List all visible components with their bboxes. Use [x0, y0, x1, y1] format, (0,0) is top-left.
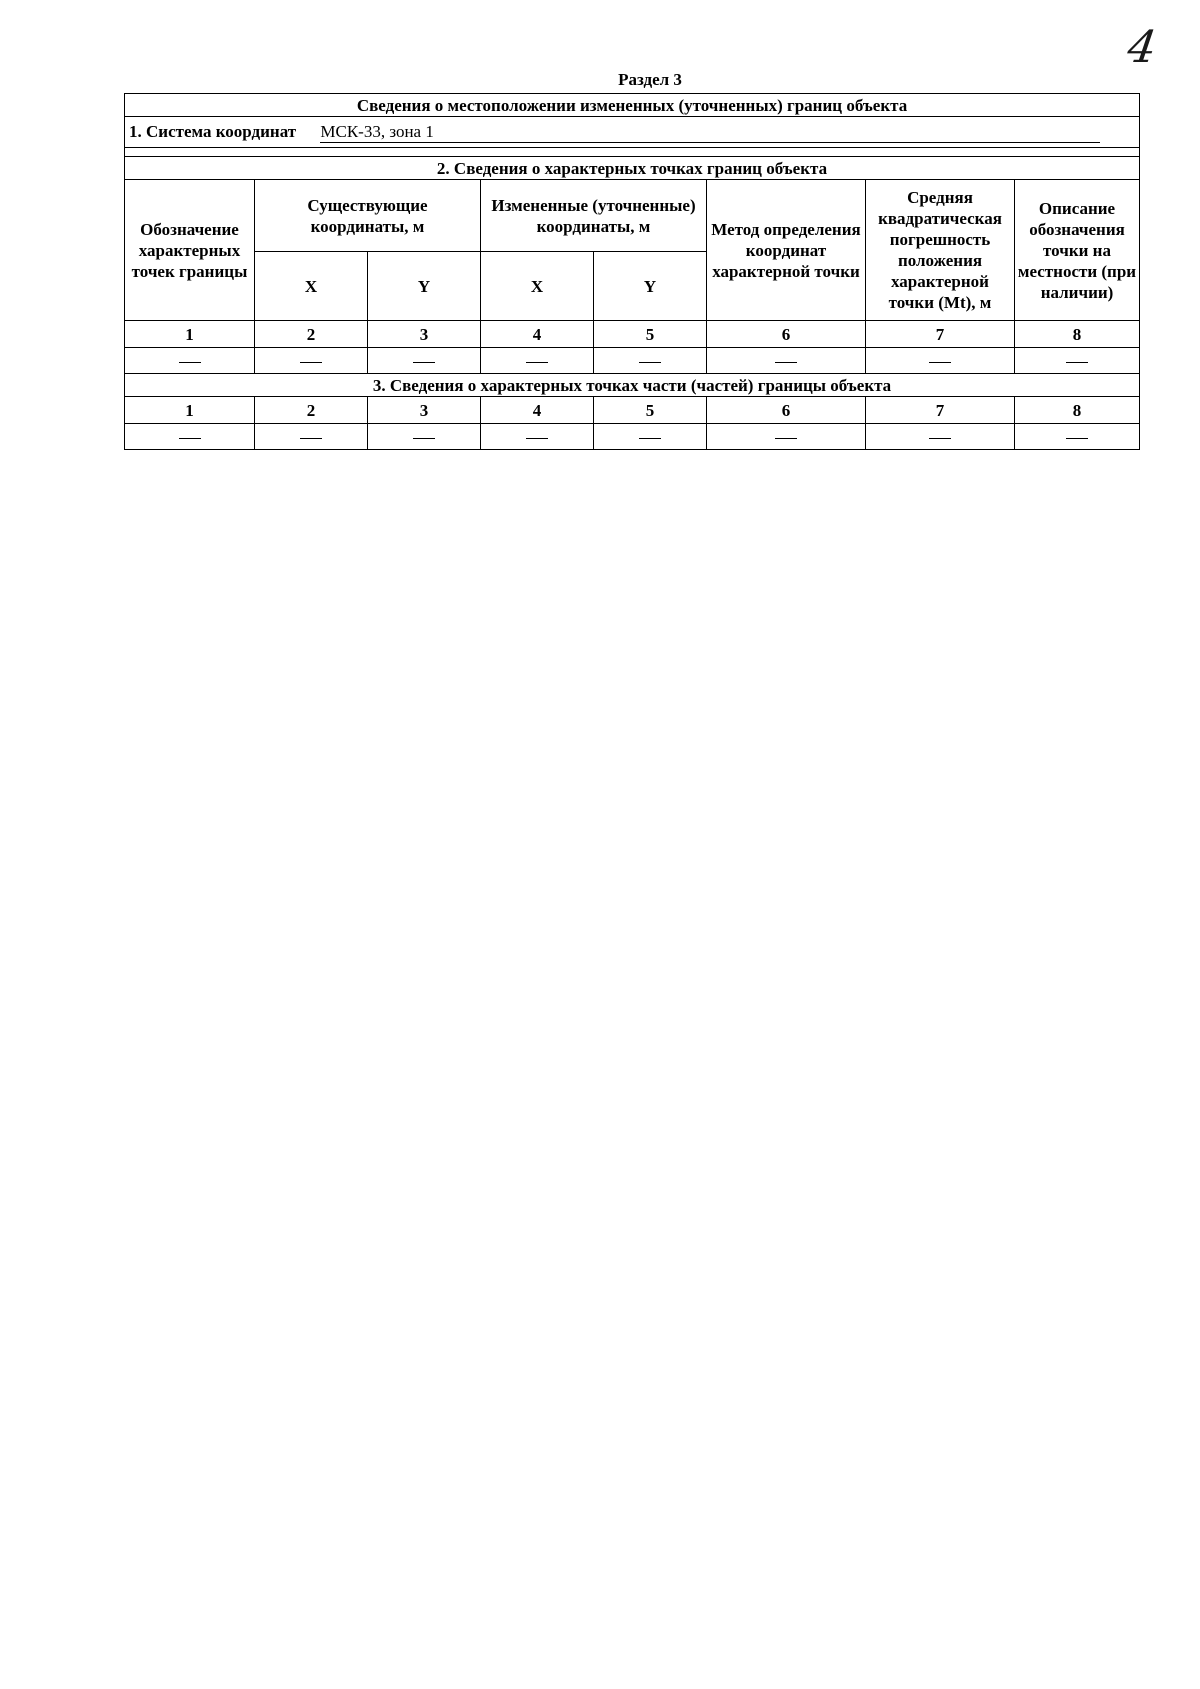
empty-cell [368, 348, 481, 374]
empty-cell [594, 348, 707, 374]
header-changed-x: X [481, 252, 594, 321]
coordinate-system-row [125, 117, 1140, 148]
dash-mark [526, 362, 548, 363]
empty-cell [707, 348, 866, 374]
column-number: 1 [125, 397, 255, 424]
header-method: Метод определения координат характерной точки [707, 180, 866, 321]
dash-mark [929, 362, 951, 363]
header-designation: Обозначение характерных точек границы [125, 180, 255, 321]
empty-cell [866, 424, 1015, 450]
empty-cell [481, 348, 594, 374]
empty-cell [866, 348, 1015, 374]
column-numbers-row [125, 321, 1140, 348]
dash-mark [775, 438, 797, 439]
subsection-3-title: 3. Сведения о характерных точках части (частей) границы объекта [125, 374, 1140, 397]
empty-cell [707, 424, 866, 450]
column-number: 7 [866, 397, 1015, 424]
subsection-2-title: 2. Сведения о характерных точках границ объекта [125, 157, 1140, 180]
column-number: 4 [481, 321, 594, 348]
header-mean-error: Средняя квадратическая погрешность положения характерной точки (Mt), м [866, 180, 1015, 321]
empty-cell [1015, 348, 1140, 374]
header-description: Описание обозначения точки на местности (при наличии) [1015, 180, 1140, 321]
dash-mark [300, 362, 322, 363]
empty-cell [125, 424, 255, 450]
dash-mark [179, 438, 201, 439]
column-number: 1 [125, 321, 255, 348]
empty-cell [255, 424, 368, 450]
empty-cell [255, 348, 368, 374]
page-number: 4 [1124, 22, 1160, 73]
section-title: Раздел 3 [618, 70, 682, 89]
column-number: 3 [368, 397, 481, 424]
dash-mark [413, 362, 435, 363]
header-existing-coords: Существующие координаты, м [255, 180, 481, 252]
dash-mark [300, 438, 322, 439]
coordinate-system-value: МСК-33, зона 1 [320, 122, 1100, 143]
column-number: 3 [368, 321, 481, 348]
header-changed-coords: Измененные (уточненные) координаты, м [481, 180, 707, 252]
empty-cell [1015, 424, 1140, 450]
column-number: 8 [1015, 321, 1140, 348]
coordinate-system-label: 1. Система координат [129, 122, 297, 141]
column-number: 8 [1015, 397, 1140, 424]
column-numbers-row [125, 397, 1140, 424]
dash-mark [413, 438, 435, 439]
empty-cell [481, 424, 594, 450]
dash-mark [639, 438, 661, 439]
empty-cell [368, 424, 481, 450]
column-number: 2 [255, 321, 368, 348]
column-number: 2 [255, 397, 368, 424]
column-number: 6 [707, 397, 866, 424]
spacer [125, 148, 1140, 157]
column-number: 6 [707, 321, 866, 348]
table-banner: Сведения о местоположении измененных (уточненных) границ объекта [125, 94, 1140, 117]
empty-cell [125, 348, 255, 374]
header-existing-x: X [255, 252, 368, 321]
header-existing-y: Y [368, 252, 481, 321]
dash-mark [526, 438, 548, 439]
empty-data-row [125, 348, 1140, 374]
column-number: 5 [594, 397, 707, 424]
dash-mark [775, 362, 797, 363]
column-number: 7 [866, 321, 1015, 348]
column-number: 5 [594, 321, 707, 348]
dash-mark [1066, 438, 1088, 439]
dash-mark [179, 362, 201, 363]
boundary-points-table [124, 93, 1140, 450]
dash-mark [639, 362, 661, 363]
column-number: 4 [481, 397, 594, 424]
dash-mark [929, 438, 951, 439]
dash-mark [1066, 362, 1088, 363]
empty-data-row [125, 424, 1140, 450]
header-changed-y: Y [594, 252, 707, 321]
empty-cell [594, 424, 707, 450]
